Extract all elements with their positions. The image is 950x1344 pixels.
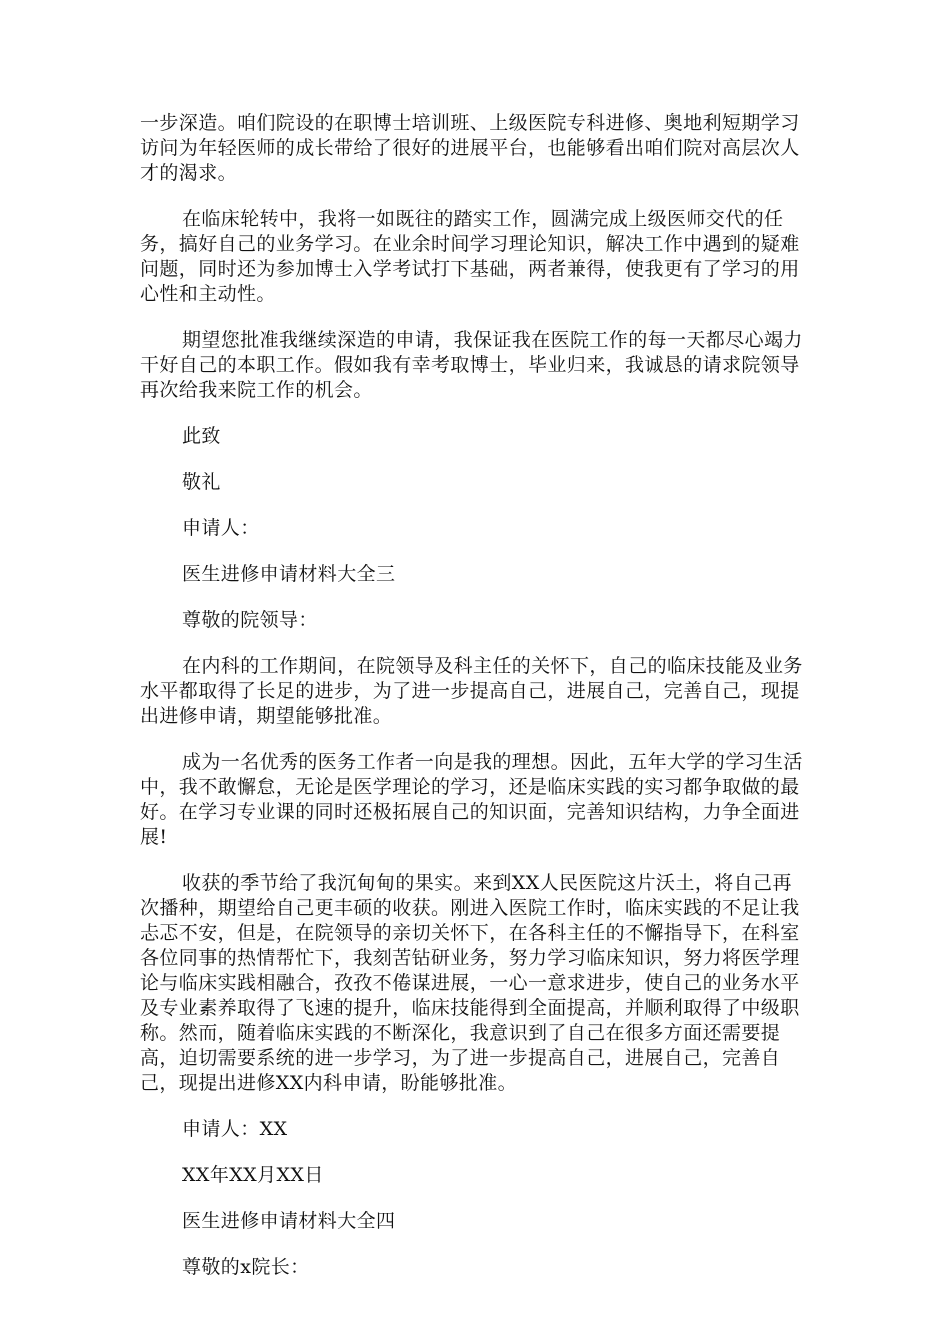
text-line: 称。然而，随着临床实践的不断深化，我意识到了自己在很多方面还需要提 bbox=[140, 1022, 781, 1044]
applicant-line: 申请人： bbox=[182, 517, 260, 539]
text-line: 心性和主动性。 bbox=[140, 283, 276, 305]
text-line: 再次给我来院工作的机会。 bbox=[140, 379, 373, 401]
text-line: 出进修申请，期望能够批准。 bbox=[140, 705, 393, 727]
text-line: 访问为年轻医师的成长带给了很好的进展平台，也能够看出咱们院对高层次人 bbox=[140, 137, 800, 159]
closing-salute: 此致 bbox=[182, 425, 221, 447]
salutation-4: 尊敬的x院长： bbox=[182, 1256, 310, 1278]
text-line: 才的渴求。 bbox=[140, 162, 238, 184]
section-title-3: 医生进修申请材料大全三 bbox=[182, 563, 396, 585]
text-line: 次播种，期望给自己更丰硕的收获。刚进入医院工作时，临床实践的不足让我 bbox=[140, 897, 800, 919]
text-line: 成为一名优秀的医务工作者一向是我的理想。因此，五年大学的学习生活 bbox=[182, 751, 803, 773]
text-line: 好。在学习专业课的同时还极拓展自己的知识面，完善知识结构，力争全面进 bbox=[140, 801, 800, 823]
text-line: 期望您批准我继续深造的申请，我保证我在医院工作的每一天都尽心竭力 bbox=[182, 329, 803, 351]
paragraph-harvest bbox=[140, 871, 808, 1096]
text-line: 中，我不敢懈怠，无论是医学理论的学习，还是临床实践的实习都争取做的最 bbox=[140, 776, 800, 798]
text-line: 论与临床实践相融合，孜孜不倦谋进展，一心一意求进步，使自己的业务水平 bbox=[140, 972, 800, 994]
text-line: 忐忑不安，但是，在院领导的亲切关怀下，在各科主任的不懈指导下，在科室 bbox=[140, 922, 800, 944]
text-line: 收获的季节给了我沉甸甸的果实。来到XX人民医院这片沃土，将自己再 bbox=[182, 872, 792, 894]
text-line: 各位同事的热情帮忙下，我刻苦钻研业务，努力学习临床知识，努力将医学理 bbox=[140, 947, 800, 969]
salutation-3: 尊敬的院领导： bbox=[182, 609, 318, 631]
text-line: 问题，同时还为参加博士入学考试打下基础，两者兼得，使我更有了学习的用 bbox=[140, 258, 800, 280]
applicant-line-3: 申请人：XX bbox=[182, 1118, 288, 1140]
text-line: 及专业素养取得了飞速的提升，临床技能得到全面提高，并顺利取得了中级职 bbox=[140, 997, 800, 1019]
text-line: 己，现提出进修XX内科申请，盼能够批准。 bbox=[140, 1072, 518, 1094]
text-line: 在临床轮转中，我将一如既往的踏实工作，圆满完成上级医师交代的任 bbox=[182, 208, 784, 230]
paragraph-ideal bbox=[140, 750, 808, 850]
text-line: 展! bbox=[140, 826, 168, 848]
paragraph-request bbox=[140, 328, 808, 403]
paragraph-clinical-rotation bbox=[140, 207, 808, 307]
text-line: 一步深造。咱们院设的在职博士培训班、上级医院专科进修、奥地利短期学习 bbox=[140, 112, 800, 134]
section-title-4: 医生进修申请材料大全四 bbox=[182, 1210, 396, 1232]
text-line: 水平都取得了长足的进步，为了进一步提高自己，进展自己，完善自己，现提 bbox=[140, 680, 800, 702]
closing-regards: 敬礼 bbox=[182, 471, 221, 493]
text-line: 在内科的工作期间，在院领导及科主任的关怀下，自己的临床技能及业务 bbox=[182, 655, 803, 677]
text-line: 务，搞好自己的业务学习。在业余时间学习理论知识，解决工作中遇到的疑难 bbox=[140, 233, 800, 255]
date-line-3: XX年XX月XX日 bbox=[182, 1164, 324, 1186]
text-line: 干好自己的本职工作。假如我有幸考取博士，毕业归来，我诚恳的请求院领导 bbox=[140, 354, 800, 376]
paragraph-internal-medicine bbox=[140, 654, 808, 729]
document-body bbox=[140, 111, 808, 1301]
text-line: 高，迫切需要系统的进一步学习，为了进一步提高自己，进展自己，完善自 bbox=[140, 1047, 781, 1069]
paragraph-continuation bbox=[140, 111, 808, 186]
